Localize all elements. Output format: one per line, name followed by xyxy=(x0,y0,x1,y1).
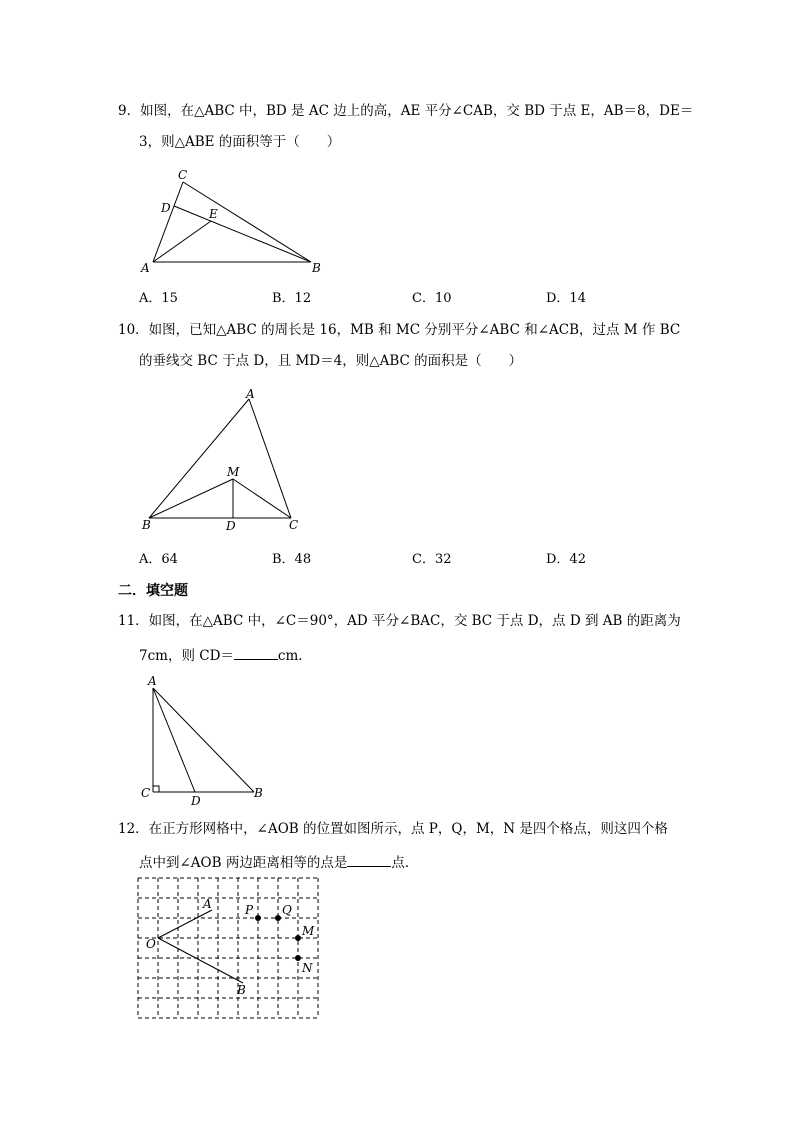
q9-label-e: E xyxy=(209,207,218,221)
q11-stem-line2-prefix: 7cm，则 CD＝ xyxy=(139,648,234,664)
q10-option-c[interactable]: C．32 xyxy=(412,552,452,567)
q11-stem-line1: 11．如图，在△ABC 中，∠C＝90°，AD 平分∠BAC，交 BC 于点 D，点 D 到 AB 的距离为 xyxy=(118,613,681,629)
q11-label-a: A xyxy=(148,674,157,688)
q12-point-p xyxy=(255,915,261,921)
q10-option-a[interactable]: A．64 xyxy=(139,552,178,567)
q10-label-a: A xyxy=(246,387,255,401)
q9-option-c[interactable]: C．10 xyxy=(412,291,452,306)
q10-label-d: D xyxy=(226,519,236,533)
q12-label-n: N xyxy=(302,961,313,975)
q11-label-d: D xyxy=(191,794,201,808)
q12-dashed-grid xyxy=(138,878,318,1018)
q12-point-n xyxy=(295,955,301,961)
q12-point-m xyxy=(295,935,301,941)
q9-option-d[interactable]: D．14 xyxy=(546,291,586,306)
q12-label-q: Q xyxy=(282,903,292,917)
q12-label-m: M xyxy=(302,924,315,938)
q10-label-b: B xyxy=(142,518,151,532)
q12-label-a: A xyxy=(203,897,212,911)
q9-option-b[interactable]: B．12 xyxy=(272,291,312,306)
q12-point-q xyxy=(275,915,281,921)
q12-ray-ob xyxy=(158,938,243,983)
q12-stem-line2-suffix: 点． xyxy=(391,855,419,871)
q12-ray-oa xyxy=(158,910,212,938)
q11-stem-line2-suffix: cm． xyxy=(277,648,312,664)
q9-stem-line1: 9．如图，在△ABC 中，BD 是 AC 边上的高，AE 平分∠CAB，交 BD 于点 E，AB＝8，DE＝ xyxy=(118,103,694,119)
q9-label-c: C xyxy=(178,168,188,182)
q12-label-p: P xyxy=(245,903,254,917)
q9-label-a: A xyxy=(141,261,150,275)
q10-stem-line1: 10．如图，已知△ABC 的周长是 16，MB 和 MC 分别平分∠ABC 和∠ACB，过点 M 作 BC xyxy=(118,322,681,338)
q12-label-o: O xyxy=(146,937,156,951)
q12-stem-line2-prefix: 点中到∠AOB 两边距离相等的点是 xyxy=(139,855,348,871)
q9-option-a[interactable]: A．15 xyxy=(139,291,178,306)
section-heading-fill-blank: 二．填空题 xyxy=(118,583,188,599)
q11-label-c: C xyxy=(141,786,151,800)
q9-label-b: B xyxy=(312,261,321,275)
q10-option-b[interactable]: B．48 xyxy=(272,552,312,567)
q9-label-d: D xyxy=(161,201,171,215)
q10-label-m: M xyxy=(227,465,240,479)
q9-stem-line2: 3，则△ABE 的面积等于（ ） xyxy=(139,134,341,150)
q12-label-b: B xyxy=(237,983,246,997)
q12-stem-line1: 12．在正方形网格中，∠AOB 的位置如图所示，点 P，Q，M，N 是四个格点，则这四个格 xyxy=(118,821,668,837)
q10-stem-line2: 的垂线交 BC 于点 D，且 MD＝4，则△ABC 的面积是（ ） xyxy=(139,353,523,369)
q10-label-c: C xyxy=(289,518,299,532)
q10-option-d[interactable]: D．42 xyxy=(546,552,586,567)
q11-label-b: B xyxy=(254,786,263,800)
